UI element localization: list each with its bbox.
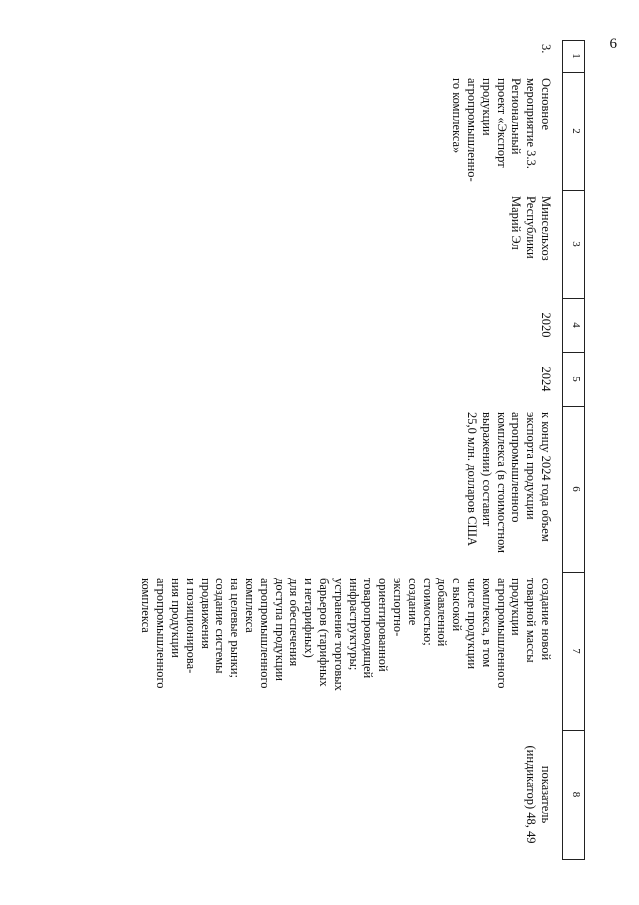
column-header-2: 2 — [570, 128, 582, 134]
row-number: 3. — [539, 44, 553, 54]
expected-result: к концу 2024 года объем экспорта продукции агропромышленного комплекса (в стоимостном выражении) составит 25,0 млн. долларов США — [465, 412, 553, 554]
measure-name: Основное мероприятие 3.3. Региональный проект «Экспорт продукции агропромышленно- го комплекса» — [450, 78, 553, 182]
header-bottom-border — [562, 40, 563, 860]
column-header-4: 4 — [570, 322, 582, 328]
start-year: 2020 — [539, 312, 553, 338]
indicator: показатель (индикатор) 48, 49 — [524, 745, 553, 844]
column-header-8: 8 — [570, 791, 582, 798]
executor: Минсельхоз Республики Марий Эл — [509, 196, 553, 261]
page-number: 6 — [609, 36, 617, 52]
column-header-5: 5 — [570, 376, 582, 382]
main-directions: создание новой товарной массы продукции агропромышленного комплекса, в том числе продукции с высокой добавленной стоимостью; создание экспортно- ориентированной товаропроводящей инфраструктуры; устранение торговых барьеров (тарифных и нетарифных) для обеспечения доступа продукции агропромышленного комплекса на целевые рынки; создание системы продвижения и позиционирова- ния продукции агропромышленного комплекса — [139, 578, 553, 691]
column-header-3: 3 — [570, 241, 582, 247]
column-header-1: 1 — [570, 53, 582, 59]
end-year: 2024 — [539, 366, 553, 392]
rotated-table — [45, 40, 585, 860]
col-divider — [563, 859, 585, 860]
column-header-7: 7 — [570, 648, 582, 654]
table-top-border — [584, 40, 585, 860]
column-header-6: 6 — [570, 486, 582, 492]
